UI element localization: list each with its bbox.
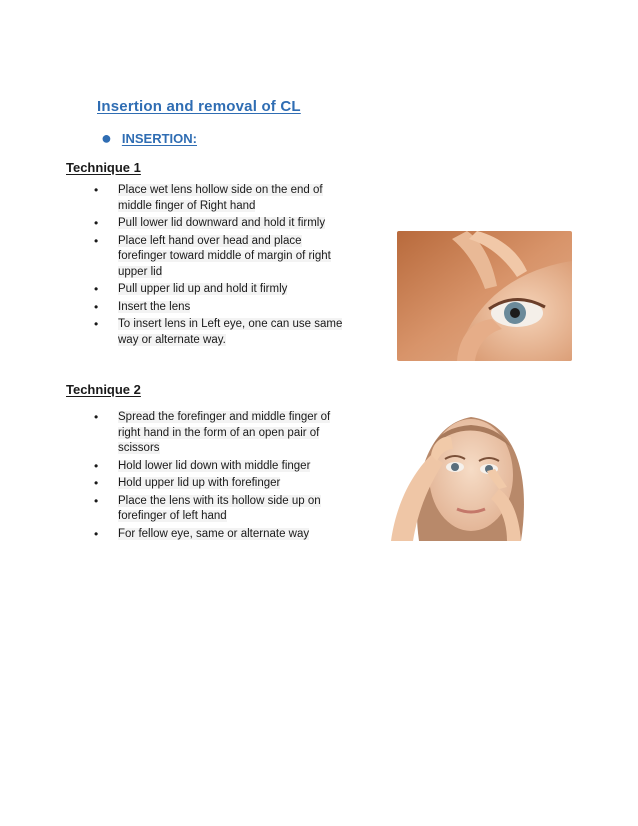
list-item: [90, 234, 350, 281]
step-text: Pull upper lid up and hold it firmly: [118, 283, 288, 295]
list-item: [90, 300, 350, 316]
lens-insertion-photo-1: [397, 231, 572, 361]
step-text: Pull lower lid downward and hold it firmly: [118, 217, 326, 229]
list-item: [90, 459, 350, 475]
step-text: Hold upper lid up with forefinger: [118, 477, 281, 489]
page-title: Insertion and removal of CL: [97, 98, 301, 115]
lens-insertion-photo-2: [371, 405, 558, 541]
list-item: [90, 527, 350, 543]
technique-1-steps: [90, 183, 350, 350]
step-text: For fellow eye, same or alternate way: [118, 527, 310, 540]
list-item: [90, 216, 350, 232]
step-text: Place wet lens hollow side on the end of middle finger of Right hand: [118, 184, 323, 212]
list-item: [90, 410, 350, 457]
list-item: [90, 183, 350, 214]
list-item: [90, 282, 350, 298]
step-text: Hold lower lid down with middle finger: [118, 459, 311, 472]
step-text: Place left hand over head and place forefinger toward middle of margin of right upper lid: [118, 234, 331, 278]
list-item: [90, 317, 350, 348]
technique-2-steps: [90, 410, 350, 544]
list-item: [90, 494, 350, 525]
step-text: Spread the forefinger and middle finger of right hand in the form of an open pair of scissors: [118, 411, 331, 454]
technique-1-title: Technique 1: [66, 160, 141, 175]
step-text: Place the lens with its hollow side up on forefinger of left hand: [118, 494, 321, 522]
step-text: Insert the lens: [118, 300, 191, 313]
insertion-heading: [101, 129, 197, 147]
insertion-label: INSERTION:: [121, 130, 197, 146]
list-item: [90, 476, 350, 492]
bullet-icon: ●: [101, 128, 112, 148]
step-text: To insert lens in Left eye, one can use same way or alternate way.: [118, 318, 343, 346]
technique-2-title: Technique 2: [66, 382, 141, 397]
